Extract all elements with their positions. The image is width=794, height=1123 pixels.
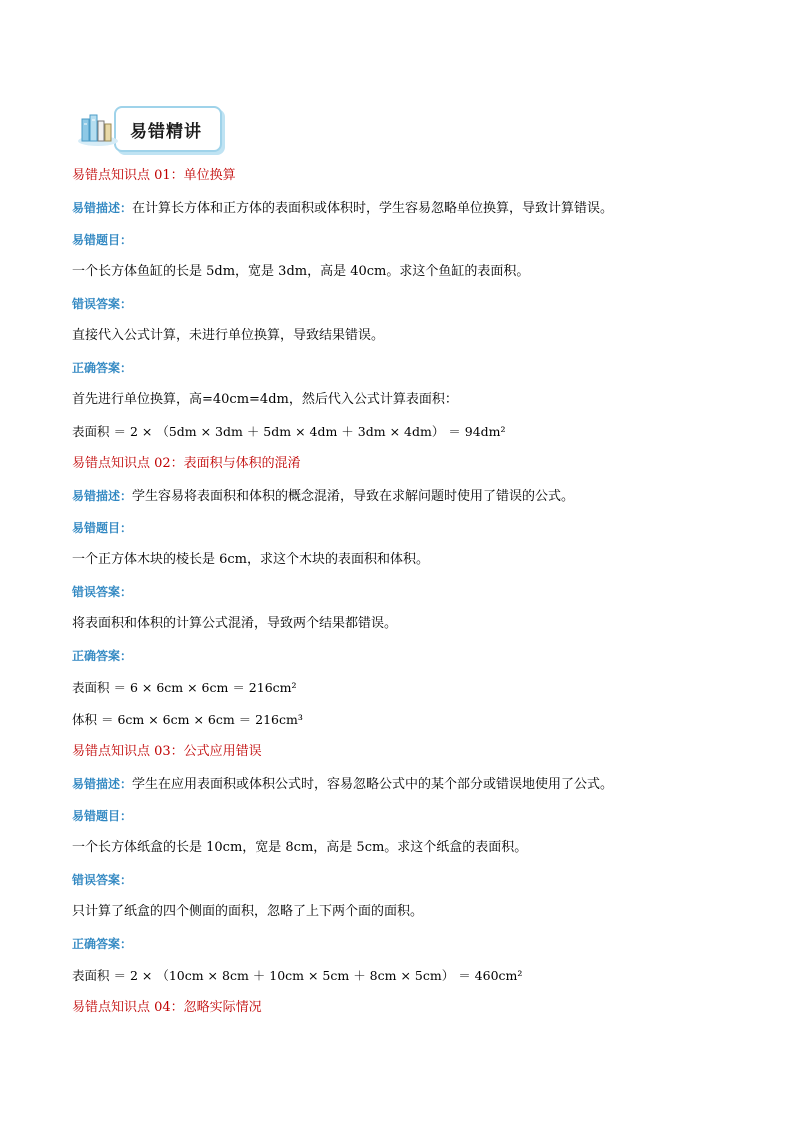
formula-line: 表面积 ＝ 2 × （5dm × 3dm ＋ 5dm × 4dm ＋ 3dm × 4dm） ＝ 94dm² (72, 424, 506, 439)
correct-answer-label: 正确答案： (72, 361, 133, 375)
question-label: 易错题目： (72, 521, 133, 535)
error-description (72, 192, 722, 224)
content-body (72, 160, 722, 1024)
formula-line: 体积 ＝ 6cm × 6cm × 6cm ＝ 216cm³ (72, 712, 303, 727)
error-description (72, 480, 722, 512)
description-text: 学生容易将表面积和体积的概念混淆，导致在求解问题时使用了错误的公式。 (132, 489, 575, 504)
wrong-answer-text: 直接代入公式计算，未进行单位换算，导致结果错误。 (72, 328, 385, 343)
question-text: 一个正方体木块的棱长是 6cm，求这个木块的表面积和体积。 (72, 552, 430, 567)
wrong-answer-label: 错误答案： (72, 297, 133, 311)
section-title: 易错精讲 (130, 121, 202, 142)
formula-line: 表面积 ＝ 6 × 6cm × 6cm ＝ 216cm² (72, 680, 297, 695)
formula-line: 表面积 ＝ 2 × （10cm × 8cm ＋ 10cm × 5cm ＋ 8cm × 5cm） ＝ 460cm² (72, 968, 523, 983)
correct-answer-label: 正确答案： (72, 649, 133, 663)
knowledge-point-heading: 易错点知识点 02：表面积与体积的混淆 (72, 456, 301, 471)
knowledge-point-heading: 易错点知识点 03：公式应用错误 (72, 744, 262, 759)
description-text: 在计算长方体和正方体的表面积或体积时，学生容易忽略单位换算，导致计算错误。 (132, 201, 614, 216)
correct-answer-label: 正确答案： (72, 937, 133, 951)
question-text: 一个长方体鱼缸的长是 5dm，宽是 3dm，高是 40cm。求这个鱼缸的表面积。 (72, 264, 530, 279)
description-text: 学生在应用表面积或体积公式时，容易忽略公式中的某个部分或错误地使用了公式。 (132, 777, 614, 792)
error-description (72, 768, 722, 800)
section-header-badge (76, 104, 222, 154)
description-label: 易错描述： (72, 201, 133, 215)
knowledge-point-heading: 易错点知识点 01：单位换算 (72, 168, 236, 183)
section-title-box (114, 106, 222, 152)
question-text: 一个长方体纸盒的长是 10cm，宽是 8cm，高是 5cm。求这个纸盒的表面积。 (72, 840, 528, 855)
question-label: 易错题目： (72, 233, 133, 247)
wrong-answer-text: 只计算了纸盒的四个侧面的面积，忽略了上下两个面的面积。 (72, 904, 424, 919)
description-label: 易错描述： (72, 489, 133, 503)
knowledge-point-heading: 易错点知识点 04：忽略实际情况 (72, 1000, 262, 1015)
question-label: 易错题目： (72, 809, 133, 823)
description-label: 易错描述： (72, 777, 133, 791)
books-icon (76, 111, 120, 147)
wrong-answer-label: 错误答案： (72, 873, 133, 887)
wrong-answer-text: 将表面积和体积的计算公式混淆，导致两个结果都错误。 (72, 616, 398, 631)
wrong-answer-label: 错误答案： (72, 585, 133, 599)
correct-answer-text: 首先进行单位换算，高=40cm=4dm，然后代入公式计算表面积： (72, 392, 458, 407)
